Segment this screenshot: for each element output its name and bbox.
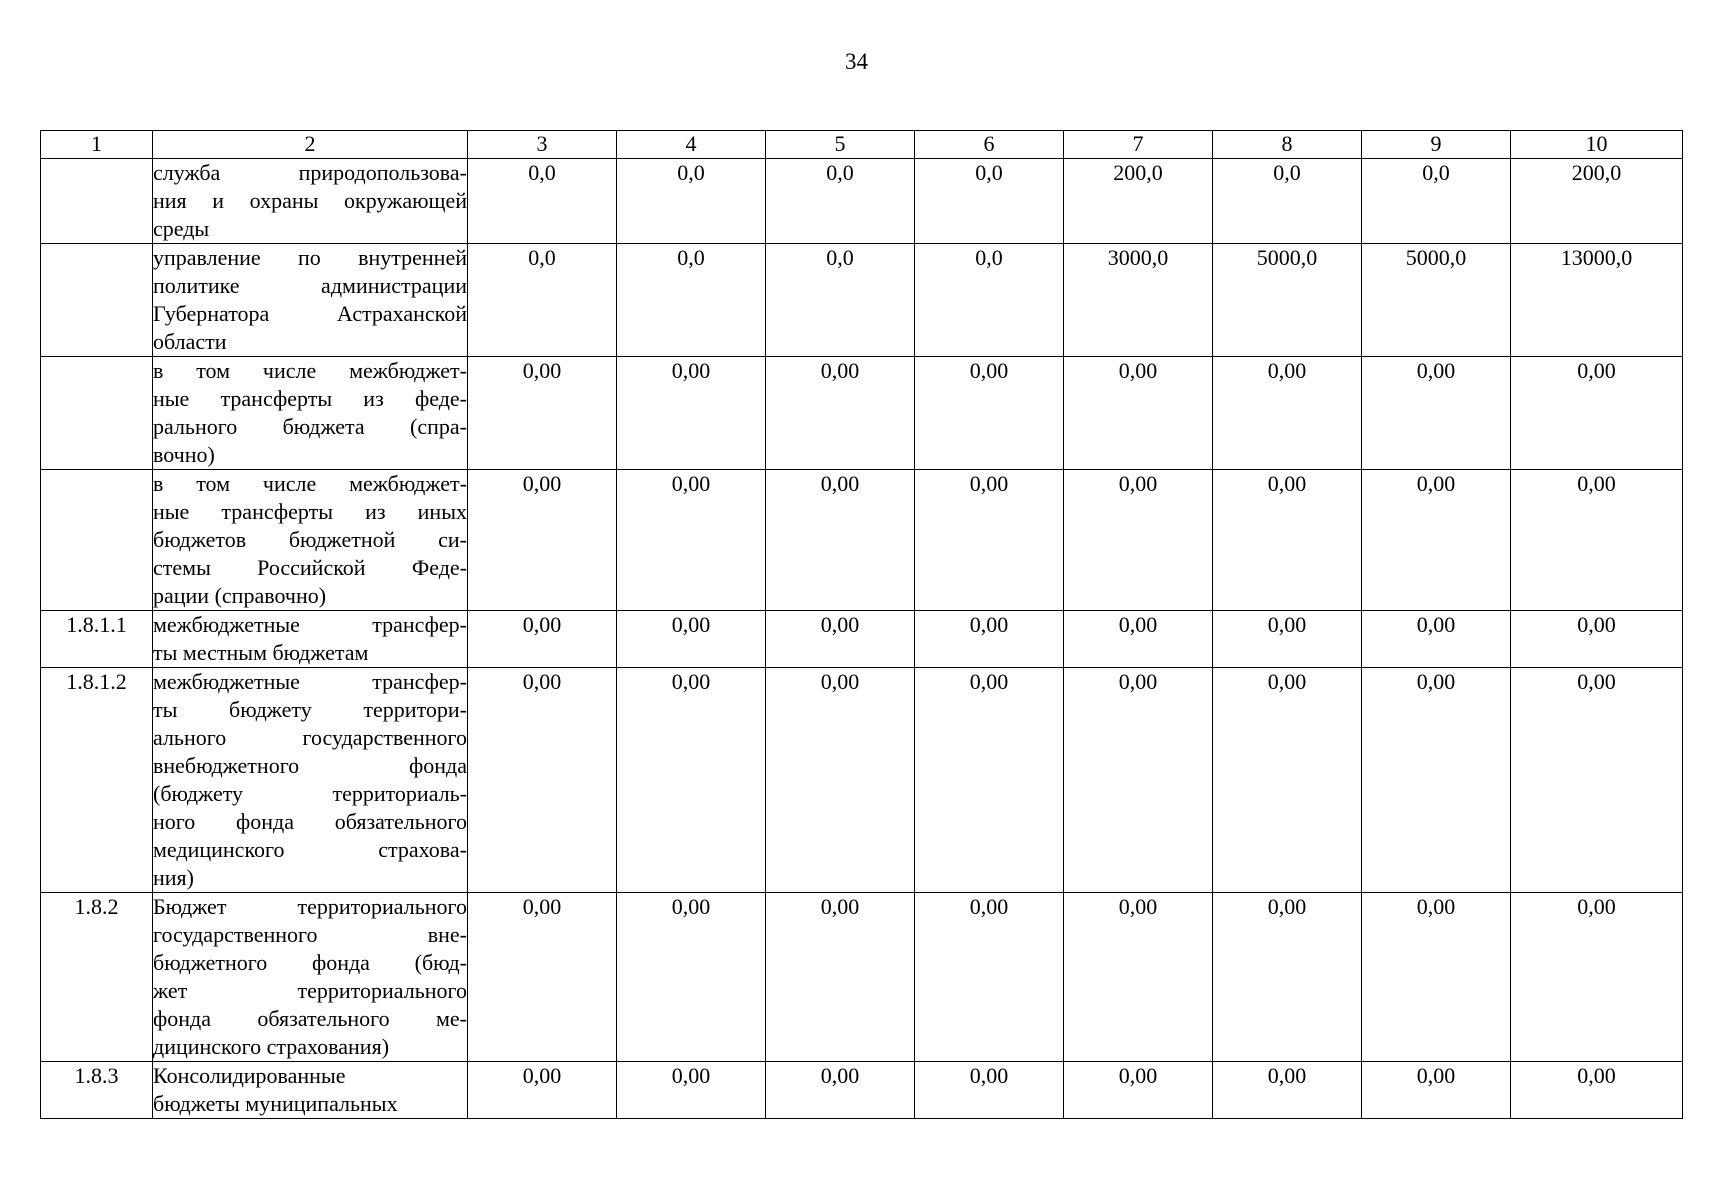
- row-value: 0,0: [766, 159, 915, 244]
- row-code: [41, 470, 153, 611]
- table-row: [41, 357, 1683, 470]
- row-name: [153, 893, 468, 1062]
- row-name-line: Бюджет территориального: [153, 894, 467, 919]
- row-name: [153, 668, 468, 893]
- row-code: [41, 357, 153, 470]
- row-value: 0,00: [1362, 470, 1511, 611]
- row-value: 0,00: [468, 668, 617, 893]
- row-value: 0,00: [915, 611, 1064, 668]
- row-name-line: рации (справочно): [153, 583, 327, 608]
- row-value: 0,00: [915, 357, 1064, 470]
- row-value: 0,00: [617, 470, 766, 611]
- row-value: 0,00: [1064, 668, 1213, 893]
- row-value: 0,00: [1213, 668, 1362, 893]
- row-value: 0,0: [617, 159, 766, 244]
- row-name-line: государственного вне-: [153, 922, 467, 947]
- row-value: 0,00: [617, 668, 766, 893]
- row-name-line: Губернатора Астраханской: [153, 301, 467, 326]
- row-value: 0,00: [915, 893, 1064, 1062]
- row-name-line: бюджетного фонда (бюд-: [153, 950, 467, 975]
- row-value: 0,00: [1213, 611, 1362, 668]
- row-name: [153, 611, 468, 668]
- row-value: 0,00: [1064, 357, 1213, 470]
- row-value: 0,00: [1362, 668, 1511, 893]
- table-row: [41, 893, 1683, 1062]
- column-header: 9: [1362, 131, 1511, 159]
- column-header: 2: [153, 131, 468, 159]
- row-value: 0,00: [468, 357, 617, 470]
- row-name-line: жет территориального: [153, 978, 467, 1003]
- row-value: 0,00: [766, 611, 915, 668]
- row-value: 0,00: [1213, 470, 1362, 611]
- row-value: 200,0: [1064, 159, 1213, 244]
- column-header: 10: [1511, 131, 1683, 159]
- row-value: 200,0: [1511, 159, 1683, 244]
- row-name-line: области: [153, 329, 227, 354]
- row-value: 0,00: [468, 470, 617, 611]
- row-name-line: стемы Российской Феде-: [153, 555, 467, 580]
- row-name: [153, 244, 468, 357]
- row-name-line: медицинского страхова-: [153, 837, 467, 862]
- row-value: 0,00: [617, 611, 766, 668]
- row-name-line: (бюджету территориаль-: [153, 781, 467, 806]
- row-value: 0,00: [617, 1062, 766, 1119]
- table-row: [41, 159, 1683, 244]
- row-value: 0,00: [1064, 893, 1213, 1062]
- row-value: 0,00: [468, 893, 617, 1062]
- row-value: 0,0: [1362, 159, 1511, 244]
- row-value: 0,00: [1511, 1062, 1683, 1119]
- row-name-line: дицинского страхования): [153, 1034, 390, 1059]
- row-name-line: политике администрации: [153, 273, 467, 298]
- row-name: [153, 357, 468, 470]
- row-name-line: фонда обязательного ме-: [153, 1006, 467, 1031]
- table-row: [41, 244, 1683, 357]
- row-value: 0,00: [1511, 668, 1683, 893]
- row-value: 0,00: [1213, 1062, 1362, 1119]
- row-value: 0,00: [1362, 611, 1511, 668]
- row-name-line: бюджетов бюджетной си-: [153, 527, 467, 552]
- row-name-line: ния и охраны окружающей: [153, 188, 467, 213]
- row-value: 0,00: [1362, 893, 1511, 1062]
- row-name-line: среды: [153, 216, 210, 241]
- row-value: 0,0: [468, 159, 617, 244]
- budget-table: [40, 130, 1683, 1119]
- table-row: [41, 611, 1683, 668]
- row-name-line: межбюджетные трансфер-: [153, 612, 467, 637]
- column-header: 4: [617, 131, 766, 159]
- page-number: 34: [845, 49, 868, 74]
- row-name-line: ные трансферты из феде-: [153, 386, 467, 411]
- row-code: 1.8.1.1: [41, 611, 153, 668]
- row-value: 0,00: [1213, 893, 1362, 1062]
- row-code: 1.8.2: [41, 893, 153, 1062]
- row-value: 0,00: [468, 1062, 617, 1119]
- row-name-line: ального государственного: [153, 725, 467, 750]
- row-name-line: ты бюджету территори-: [153, 697, 467, 722]
- row-value: 5000,0: [1213, 244, 1362, 357]
- row-name-line: служба природопользова-: [153, 160, 467, 185]
- row-code: 1.8.3: [41, 1062, 153, 1119]
- row-value: 0,0: [1213, 159, 1362, 244]
- row-value: 0,00: [766, 1062, 915, 1119]
- row-value: 0,00: [1511, 611, 1683, 668]
- table-row: [41, 668, 1683, 893]
- row-value: 0,0: [915, 244, 1064, 357]
- row-value: 0,00: [915, 1062, 1064, 1119]
- row-value: 0,00: [468, 611, 617, 668]
- row-value: 5000,0: [1362, 244, 1511, 357]
- row-name-line: Консолидированные: [153, 1063, 346, 1088]
- row-name-line: ния): [153, 865, 194, 890]
- row-value: 0,00: [1064, 470, 1213, 611]
- row-value: 0,00: [1362, 1062, 1511, 1119]
- table-body: [41, 159, 1683, 1119]
- row-value: 0,00: [617, 357, 766, 470]
- row-value: 0,00: [1064, 1062, 1213, 1119]
- table-row: [41, 1062, 1683, 1119]
- row-value: 0,00: [766, 668, 915, 893]
- row-name-line: внебюджетного фонда: [153, 753, 467, 778]
- row-value: 0,00: [915, 668, 1064, 893]
- row-name-line: вочно): [153, 442, 215, 467]
- row-value: 0,00: [1213, 357, 1362, 470]
- table-header-row: [41, 131, 1683, 159]
- row-value: 0,00: [1064, 611, 1213, 668]
- row-value: 0,0: [468, 244, 617, 357]
- row-value: 0,00: [1362, 357, 1511, 470]
- row-name: [153, 1062, 468, 1119]
- row-name-line: ные трансферты из иных: [153, 499, 467, 524]
- column-header: 7: [1064, 131, 1213, 159]
- row-value: 0,00: [1511, 357, 1683, 470]
- row-name-line: ты местным бюджетам: [153, 640, 369, 665]
- row-value: 0,00: [617, 893, 766, 1062]
- row-code: [41, 244, 153, 357]
- row-code: [41, 159, 153, 244]
- row-value: 0,00: [1511, 893, 1683, 1062]
- row-value: 13000,0: [1511, 244, 1683, 357]
- column-header: 6: [915, 131, 1064, 159]
- row-code: 1.8.1.2: [41, 668, 153, 893]
- column-header: 5: [766, 131, 915, 159]
- row-value: 0,00: [766, 893, 915, 1062]
- row-name-line: рального бюджета (спра-: [153, 414, 467, 439]
- row-value: 0,0: [766, 244, 915, 357]
- column-header: 1: [41, 131, 153, 159]
- row-value: 0,00: [766, 470, 915, 611]
- row-name-line: в том числе межбюджет-: [153, 358, 467, 383]
- row-value: 0,00: [1511, 470, 1683, 611]
- row-name: [153, 159, 468, 244]
- row-name: [153, 470, 468, 611]
- row-value: 0,00: [766, 357, 915, 470]
- column-header: 8: [1213, 131, 1362, 159]
- row-value: 3000,0: [1064, 244, 1213, 357]
- row-value: 0,0: [915, 159, 1064, 244]
- row-name-line: бюджеты муниципальных: [153, 1091, 398, 1116]
- row-name-line: межбюджетные трансфер-: [153, 669, 467, 694]
- row-value: 0,0: [617, 244, 766, 357]
- row-name-line: в том числе межбюджет-: [153, 471, 467, 496]
- table-row: [41, 470, 1683, 611]
- row-name-line: управление по внутренней: [153, 245, 467, 270]
- row-value: 0,00: [915, 470, 1064, 611]
- row-name-line: ного фонда обязательного: [153, 809, 467, 834]
- column-header: 3: [468, 131, 617, 159]
